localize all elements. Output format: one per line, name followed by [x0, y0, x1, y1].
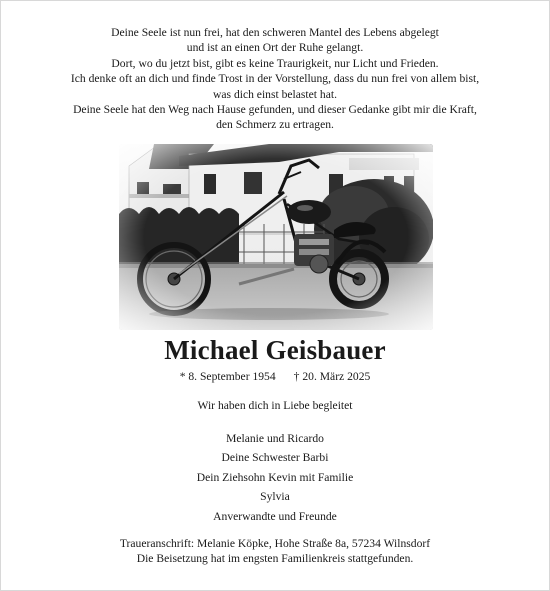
mourning-address: Traueranschrift: Melanie Köpke, Hohe Straße 8a, 57234 Wilnsdorf [119, 537, 431, 550]
poem-line: Deine Seele hat den Weg nach Hause gefunden, und dieser Gedanke gibt mir die Kraft, [73, 103, 477, 117]
mourner: Melanie und Ricardo [226, 432, 324, 445]
mourner: Deine Schwester Barbi [221, 451, 329, 465]
mourner: Dein Ziehsohn Kevin mit Familie [196, 470, 354, 484]
life-dates [1, 369, 549, 384]
burial-note: Die Beisetzung hat im engsten Familienkreis stattgefunden. [136, 552, 414, 566]
deceased-name: Michael Geisbauer [164, 335, 386, 365]
death-date: † 20. März 2025 [293, 370, 371, 383]
poem-line: Deine Seele ist nun frei, hat den schweren Mantel des Lebens abgelegt [111, 26, 439, 39]
footer [1, 536, 549, 567]
poem [1, 25, 549, 133]
poem-line: den Schmerz zu ertragen. [216, 118, 334, 132]
motto: Wir haben dich in Liebe begleitet [197, 399, 353, 412]
motorcycle-photo [119, 144, 433, 330]
mourner: Sylvia [260, 490, 290, 504]
mourner: Anverwandte und Freunde [213, 509, 337, 523]
poem-line: Ich denke oft an dich und finde Trost in der Vorstellung, dass du nun frei von allem bist, [70, 72, 480, 86]
mourners-list [1, 429, 549, 526]
poem-line: Dort, wo du jetzt bist, gibt es keine Traurigkeit, nur Licht und Frieden. [111, 56, 439, 70]
poem-line: was dich einst belastet hat. [213, 87, 337, 101]
poem-line: und ist an einen Ort der Ruhe gelangt. [186, 41, 364, 55]
birth-date: * 8. September 1954 [179, 370, 276, 383]
